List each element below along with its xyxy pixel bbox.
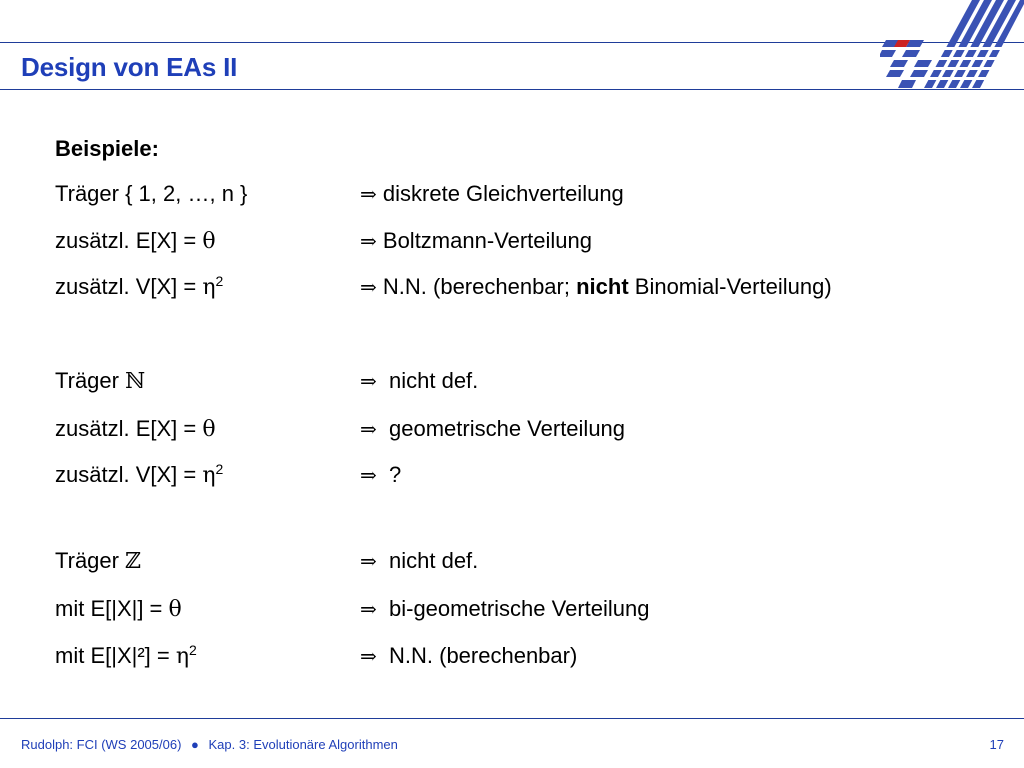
implies-icon: ⇒ (360, 182, 377, 206)
row-result: ⇒ N.N. (berechenbar; nicht Binomial-Verteilung) (360, 274, 832, 299)
implies-icon: ⇒ (360, 369, 377, 393)
implies-icon: ⇒ (360, 417, 377, 441)
row-result: ⇒ nicht def. (360, 368, 479, 393)
row-condition: Träger ℕ (55, 368, 146, 394)
row-result: ⇒ geometrische Verteilung (360, 416, 626, 441)
implies-icon: ⇒ (360, 549, 377, 573)
row-condition: Träger ℤ (55, 548, 142, 574)
row-condition: zusätzl. E[X] = θ (55, 416, 216, 442)
row-result: ⇒ N.N. (berechenbar) (360, 643, 578, 668)
row-result: ⇒ ? (360, 462, 402, 487)
row-result: ⇒ diskrete Gleichverteilung (360, 181, 624, 206)
implies-icon: ⇒ (360, 229, 377, 253)
page-number: 17 (989, 737, 1004, 752)
footer-rule (0, 718, 1024, 719)
row-condition: mit E[|X|] = θ (55, 596, 182, 622)
examples-heading: Beispiele: (55, 136, 159, 161)
footer-chapter: Kap. 3: Evolutionäre Algorithmen (208, 737, 398, 752)
header-rule-bottom (0, 89, 1024, 90)
row-condition: Träger { 1, 2, …, n } (55, 181, 248, 206)
footer-course: Rudolph: FCI (WS 2005/06) (21, 737, 182, 752)
row-condition: zusätzl. E[X] = θ (55, 228, 216, 254)
implies-icon: ⇒ (360, 463, 377, 487)
row-condition: zusätzl. $V[X] = \eta^2$ (55, 273, 224, 300)
bullet-icon: ● (191, 737, 199, 752)
row-result: ⇒ nicht def. (360, 548, 479, 573)
implies-icon: ⇒ (360, 597, 377, 621)
university-logo-icon (880, 0, 1024, 92)
row-result: ⇒ Boltzmann-Verteilung (360, 228, 593, 253)
row-result: ⇒ bi-geometrische Verteilung (360, 596, 650, 621)
implies-icon: ⇒ (360, 644, 377, 668)
implies-icon: ⇒ (360, 275, 377, 299)
row-condition: zusätzl. $V[X] = \eta^2$ (55, 461, 224, 488)
footer-info (21, 737, 398, 752)
slide-title: Design von EAs II (21, 52, 238, 82)
header-rule-top (0, 42, 1024, 43)
row-condition: mit $E[|X|^2] = \eta^2$ (55, 642, 197, 669)
